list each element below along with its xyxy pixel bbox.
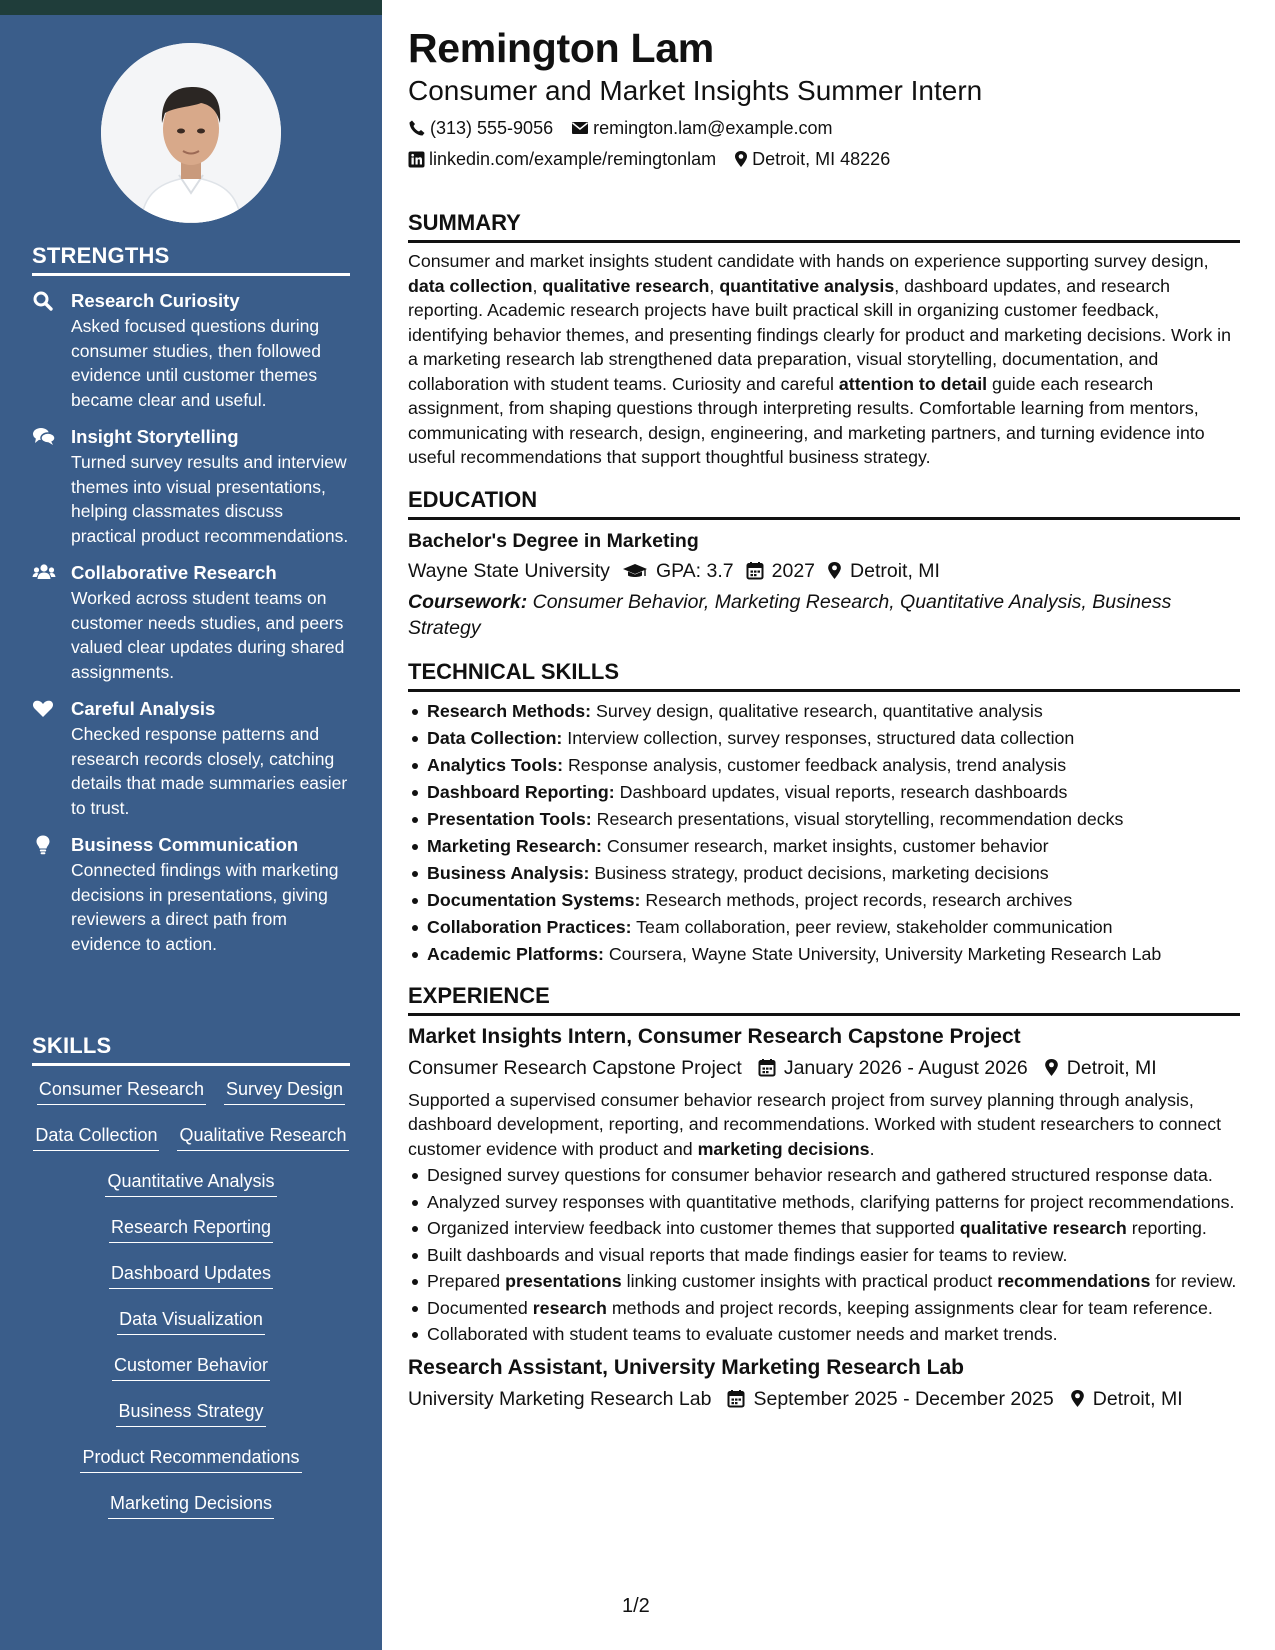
list-item: Analytics Tools: Response analysis, customer feedback analysis, trend analysis — [408, 752, 1240, 779]
strength-item — [32, 288, 350, 412]
date-range: January 2026 - August 2026 — [758, 1054, 1028, 1082]
list-item: Collaborated with student teams to evaluate customer needs and market trends. — [408, 1322, 1240, 1347]
strength-title: Business Communication — [71, 834, 299, 855]
search-icon — [32, 290, 56, 312]
list-item: Built dashboards and visual reports that made findings easier for teams to review. — [408, 1243, 1240, 1268]
strengths-section — [32, 243, 350, 956]
location-pin-icon — [1070, 1389, 1085, 1408]
job-location: Detroit, MI — [1044, 1054, 1157, 1082]
skills-section — [32, 1033, 350, 1536]
position-title: Market Insights Intern, Consumer Research Capstone Project — [408, 1024, 1021, 1048]
calendar-icon — [727, 1389, 745, 1408]
skill-tag: Consumer Research — [37, 1076, 206, 1105]
education-section — [408, 486, 1240, 641]
calendar-icon — [758, 1058, 776, 1077]
heart-icon — [32, 698, 56, 720]
skill-tag: Business Strategy — [116, 1398, 265, 1427]
skill-tag: Quantitative Analysis — [105, 1168, 276, 1197]
skill-tag: Data Visualization — [117, 1306, 265, 1335]
main-content — [408, 22, 1240, 1413]
skill-tag: Marketing Decisions — [108, 1490, 274, 1519]
phone-icon — [408, 119, 426, 137]
organization: Consumer Research Capstone Project — [408, 1056, 742, 1079]
strength-description: Worked across student teams on customer needs studies, and peers valued clear updates during shared assignments. — [71, 588, 345, 682]
users-icon — [32, 562, 56, 584]
list-item: Academic Platforms: Coursera, Wayne State University, University Marketing Research Lab — [408, 941, 1240, 968]
skill-tag: Data Collection — [33, 1122, 159, 1151]
date-range: September 2025 - December 2025 — [727, 1385, 1053, 1413]
strength-item — [32, 424, 350, 548]
location-pin-icon — [827, 561, 842, 580]
position-title: Research Assistant, University Marketing Research Lab — [408, 1355, 964, 1379]
profile-photo — [101, 43, 281, 223]
location-pin-icon — [734, 150, 748, 168]
comments-icon — [32, 426, 56, 448]
position-intro: Supported a supervised consumer behavior research project from survey planning through analysis, dashboard development, reporting, and recommendations. Worked with student researchers to connect customer evidence with product and marketing decisions. — [408, 1089, 1222, 1159]
skill-tag: Customer Behavior — [112, 1352, 270, 1381]
degree-name: Bachelor's Degree in Marketing — [408, 529, 699, 552]
strength-title: Careful Analysis — [71, 698, 216, 719]
contact-row-2 — [408, 147, 1240, 171]
experience-section — [408, 982, 1240, 1413]
location-contact — [734, 147, 890, 171]
list-item: Analyzed survey responses with quantitative methods, clarifying patterns for project recommendations. — [408, 1190, 1240, 1215]
strength-description: Asked focused questions during consumer studies, then followed evidence until customer themes became clear and useful. — [71, 316, 321, 410]
lightbulb-icon — [32, 834, 56, 856]
list-item: Designed survey questions for consumer behavior research and gathered structured response data. — [408, 1163, 1240, 1188]
phone-text: (313) 555-9056 — [430, 118, 554, 138]
experience-heading: EXPERIENCE — [408, 982, 1240, 1016]
technical-skills-list — [408, 698, 1240, 968]
sidebar — [0, 15, 382, 1650]
graduation-year: 2027 — [746, 557, 815, 585]
experience-entry — [408, 1354, 1240, 1413]
list-item: Business Analysis: Business strategy, product decisions, marketing decisions — [408, 860, 1240, 887]
list-item: Dashboard Reporting: Dashboard updates, visual reports, research dashboards — [408, 779, 1240, 806]
experience-entry — [408, 1023, 1240, 1347]
skill-tag: Qualitative Research — [177, 1122, 348, 1151]
strength-description: Connected findings with marketing decisions in presentations, giving reviewers a direct path from evidence to action. — [71, 860, 339, 954]
technical-skills-section — [408, 658, 1240, 968]
strength-item — [32, 832, 350, 956]
list-item: Documented research methods and project records, keeping assignments clear for team reference. — [408, 1296, 1240, 1321]
position-meta — [408, 1385, 1240, 1413]
summary-text: Consumer and market insights student candidate with hands on experience supporting survey design, data collection, qualitative research, quantitative analysis, dashboard updates, and research reporting. Academic research projects have built practical skill in organizing customer feedback, identifying behavior themes, and presenting findings clearly for product and marketing decisions. Work in a marketing research lab strengthened data preparation, visual storytelling, documentation, and collaboration with student teams. Curiosity and careful attention to detail guide each research assignment, from shaping questions through interpreting results. Comfortable learning from mentors, communicating with research, design, engineering, and marketing partners, and turning evidence into useful recommendations that support thoughtful business strategy. — [408, 251, 1231, 467]
list-item: Data Collection: Interview collection, survey responses, structured data collection — [408, 725, 1240, 752]
strengths-heading: STRENGTHS — [32, 243, 350, 276]
strength-description: Turned survey results and interview themes into visual presentations, helping classmates discuss practical product recommendations. — [71, 452, 349, 546]
page-number: 1/2 — [622, 1595, 650, 1617]
candidate-name: Remington Lam — [408, 25, 714, 71]
gpa: GPA: 3.7 — [622, 557, 734, 585]
strength-item — [32, 696, 350, 820]
email-text: remington.lam@example.com — [593, 118, 833, 138]
position-meta — [408, 1054, 1240, 1082]
technical-skills-heading: TECHNICAL SKILLS — [408, 658, 1240, 692]
school-name: Wayne State University — [408, 559, 610, 582]
skill-tag: Product Recommendations — [80, 1444, 301, 1473]
location-pin-icon — [1044, 1058, 1059, 1077]
strength-title: Insight Storytelling — [71, 426, 239, 447]
list-item: Collaboration Practices: Team collaboration, peer review, stakeholder communication — [408, 914, 1240, 941]
strength-item — [32, 560, 350, 684]
email-contact[interactable] — [571, 116, 832, 140]
graduation-cap-icon — [622, 562, 648, 580]
calendar-icon — [746, 561, 764, 580]
list-item: Organized interview feedback into customer themes that supported qualitative research reporting. — [408, 1216, 1240, 1241]
skills-heading: SKILLS — [32, 1033, 350, 1066]
education-meta — [408, 557, 1240, 585]
list-item: Presentation Tools: Research presentations, visual storytelling, recommendation decks — [408, 806, 1240, 833]
skill-tag: Research Reporting — [109, 1214, 273, 1243]
summary-heading: SUMMARY — [408, 209, 1240, 243]
organization: University Marketing Research Lab — [408, 1387, 712, 1410]
list-item: Research Methods: Survey design, qualitative research, quantitative analysis — [408, 698, 1240, 725]
phone-contact[interactable] — [408, 116, 553, 140]
education-location: Detroit, MI — [827, 557, 940, 585]
list-item: Prepared presentations linking customer insights with practical product recommendations for review. — [408, 1269, 1240, 1294]
location-text: Detroit, MI 48226 — [752, 149, 891, 169]
strength-title: Collaborative Research — [71, 562, 277, 583]
strength-title: Research Curiosity — [71, 290, 240, 311]
linkedin-text: linkedin.com/example/remingtonlam — [429, 149, 717, 169]
skills-list — [32, 1076, 350, 1536]
coursework: Coursework: Consumer Behavior, Marketing Research, Quantitative Analysis, Business Strategy — [408, 590, 1172, 639]
list-item: Marketing Research: Consumer research, market insights, customer behavior — [408, 833, 1240, 860]
linkedin-icon — [408, 151, 425, 168]
education-heading: EDUCATION — [408, 486, 1240, 520]
skill-tag: Survey Design — [224, 1076, 345, 1105]
skill-tag: Dashboard Updates — [109, 1260, 273, 1289]
job-location: Detroit, MI — [1070, 1385, 1183, 1413]
job-title: Consumer and Market Insights Summer Intern — [408, 75, 983, 106]
contact-row — [408, 116, 1240, 140]
envelope-icon — [571, 120, 589, 136]
top-accent-bar — [0, 0, 382, 15]
position-bullets — [408, 1163, 1240, 1347]
summary-section — [408, 209, 1240, 470]
linkedin-contact[interactable] — [408, 147, 716, 171]
list-item: Documentation Systems: Research methods, project records, research archives — [408, 887, 1240, 914]
strength-description: Checked response patterns and research records closely, catching details that made summaries easier to trust. — [71, 724, 348, 818]
